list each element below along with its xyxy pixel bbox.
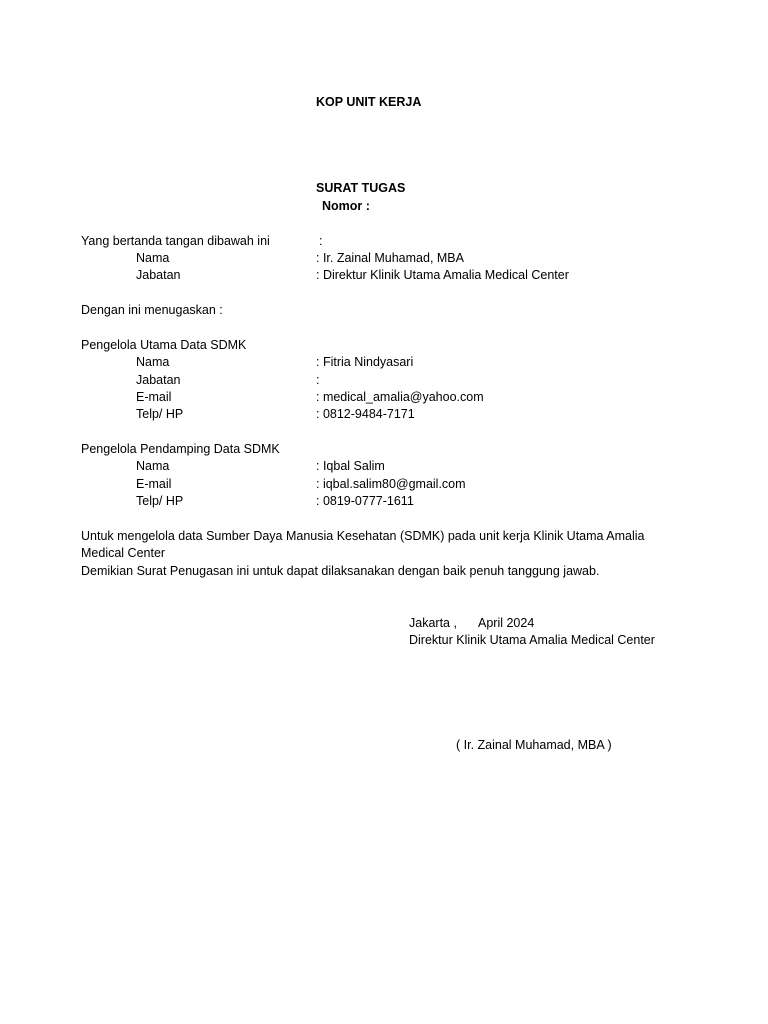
closing-paragraph: Demikian Surat Penugasan ini untuk dapat dilaksanakan dengan baik penuh tanggung jawab. bbox=[81, 564, 600, 578]
primary-email-label: E-mail bbox=[136, 390, 172, 404]
primary-position-label: Jabatan bbox=[136, 373, 181, 387]
signer-intro: Yang bertanda tangan dibawah ini bbox=[81, 234, 270, 248]
signer-name-label: Nama bbox=[136, 251, 170, 265]
primary-name-label: Nama bbox=[136, 355, 170, 369]
primary-position-value: : bbox=[316, 373, 320, 387]
secondary-email-label: E-mail bbox=[136, 477, 172, 491]
primary-name-value: : Fitria Nindyasari bbox=[316, 355, 414, 369]
secondary-email-value: : iqbal.salim80@gmail.com bbox=[316, 477, 466, 491]
primary-phone-label: Telp/ HP bbox=[136, 407, 184, 421]
letter-number: Nomor : bbox=[322, 199, 370, 213]
purpose-paragraph: Untuk mengelola data Sumber Daya Manusia Kesehatan (SDMK) pada unit kerja Klinik Utama Amalia Medical Center bbox=[81, 529, 645, 560]
signature-position: Direktur Klinik Utama Amalia Medical Center bbox=[409, 633, 655, 647]
signer-position-value: : Direktur Klinik Utama Amalia Medical Center bbox=[316, 268, 569, 282]
secondary-phone-value: : 0819-0777-1611 bbox=[316, 494, 414, 508]
primary-phone-value: : 0812-9484-7171 bbox=[316, 407, 415, 421]
secondary-manager-heading: Pengelola Pendamping Data SDMK bbox=[81, 442, 280, 456]
secondary-name-value: : Iqbal Salim bbox=[316, 459, 385, 473]
signer-intro-colon: : bbox=[319, 234, 323, 248]
secondary-name-label: Nama bbox=[136, 459, 170, 473]
signer-position-label: Jabatan bbox=[136, 268, 181, 282]
signature-date: April 2024 bbox=[478, 616, 535, 630]
signature-name: ( Ir. Zainal Muhamad, MBA ) bbox=[456, 738, 612, 752]
primary-manager-heading: Pengelola Utama Data SDMK bbox=[81, 338, 247, 352]
letterhead-placeholder: KOP UNIT KERJA bbox=[316, 95, 422, 109]
secondary-phone-label: Telp/ HP bbox=[136, 494, 184, 508]
letter-title: SURAT TUGAS bbox=[316, 181, 406, 195]
signer-name-value: : Ir. Zainal Muhamad, MBA bbox=[316, 251, 464, 265]
signature-place: Jakarta , bbox=[409, 616, 457, 630]
assignment-intro: Dengan ini menugaskan : bbox=[81, 303, 223, 317]
primary-email-value: : medical_amalia@yahoo.com bbox=[316, 390, 484, 404]
